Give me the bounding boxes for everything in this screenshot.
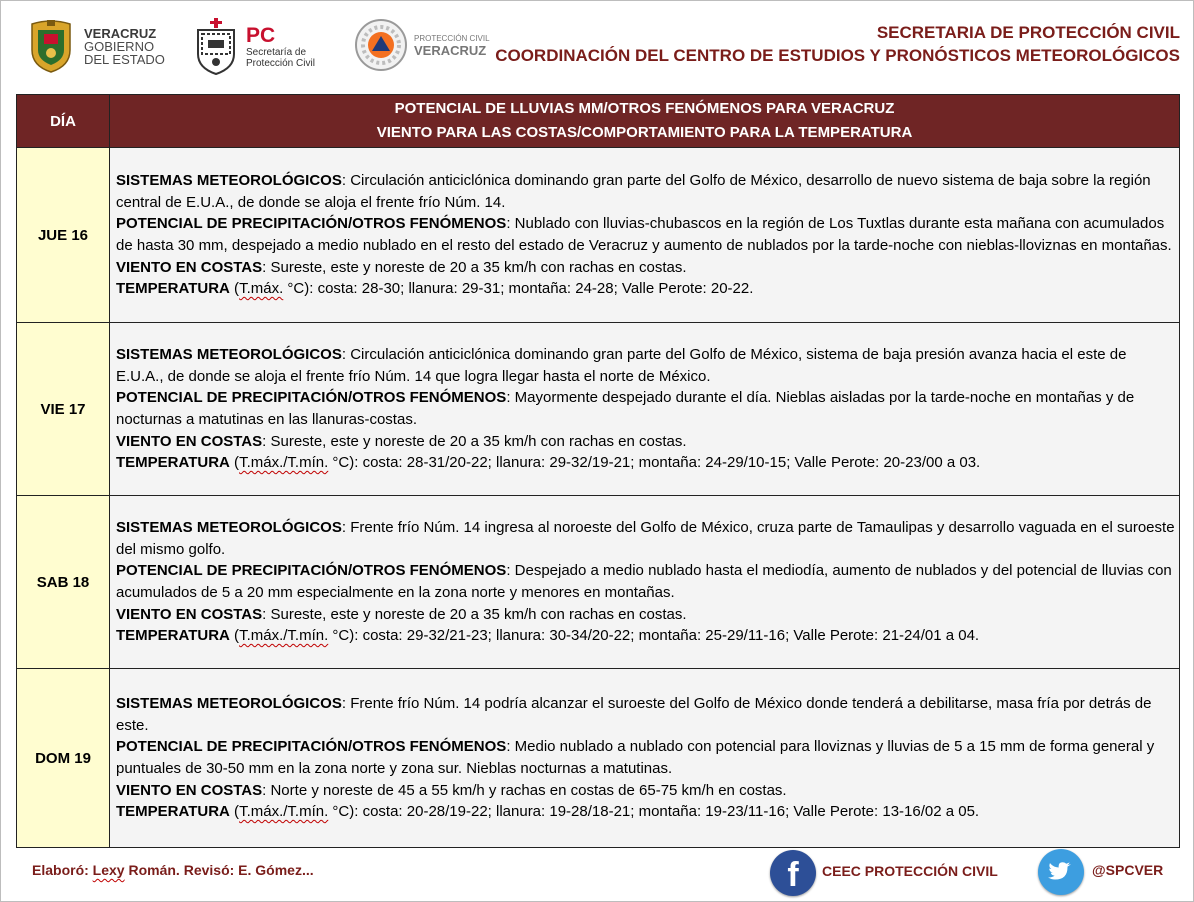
day-cell: JUE 16 <box>17 148 110 323</box>
systems-label: SISTEMAS METEOROLÓGICOS <box>116 519 342 537</box>
elaboro-rest: Román. Revisó: E. Gómez... <box>124 862 314 878</box>
pcv-logo-line2: VERACRUZ <box>414 42 487 58</box>
precip-label: POTENCIAL DE PRECIPITACIÓN/OTROS FENÓMENOS <box>116 738 507 756</box>
forecast-cell <box>110 669 1180 848</box>
author-credit <box>32 862 314 878</box>
systems-text: : Circulación anticiclónica dominando gran parte del Golfo de México, desarrollo de nuevo sistema de baja sobre la región central de E.U.A., de donde se aloja el frente frío Núm. 14. <box>116 172 1151 211</box>
wind-text: : Norte y noreste de 45 a 55 km/h y rachas en costas de 65-75 km/h en costas. <box>262 781 787 799</box>
wind-line <box>116 780 1175 802</box>
pc-logo <box>192 18 315 76</box>
pc-logo-line3: Protección Civil <box>246 58 315 69</box>
wind-text: : Sureste, este y noreste de 20 a 35 km/h con rachas en costas. <box>262 605 687 623</box>
table-row <box>17 669 1180 848</box>
temp-open: ( <box>229 803 240 821</box>
systems-label: SISTEMAS METEOROLÓGICOS <box>116 172 342 190</box>
table-row <box>17 148 1180 323</box>
wind-label: VIENTO EN COSTAS <box>116 258 263 276</box>
precip-text: : Mayormente despejado durante el día. Nieblas aisladas por la tarde-noche en montañas y de nocturnas a matutinas en las llanuras-costas. <box>116 389 1135 428</box>
forecast-cell <box>110 148 1180 323</box>
precip-line <box>116 736 1175 779</box>
precip-text: : Nublado con lluvias-chubascos en la región de Los Tuxtlas durante esta mañana con acumulados de hasta 30 mm, despejado a medio nublado en el resto del estado de Veracruz y aumento de nublados por la tarde-noche con nieblas-lloviznas en montañas. <box>116 215 1172 254</box>
veracruz-logo-line2: GOBIERNO <box>84 38 155 54</box>
wind-line <box>116 257 1175 279</box>
day-column-header: DÍA <box>17 95 110 148</box>
systems-line <box>116 344 1175 387</box>
temp-open: ( <box>229 454 240 472</box>
elaboro-label: Elaboró: <box>32 862 93 878</box>
temp-open: ( <box>229 627 240 645</box>
systems-text: : Circulación anticiclónica dominando gran parte del Golfo de México, sistema de baja presión avanza hacia el este de E.U.A., de donde se aloja el frente frío Núm. 14 que logra llegar hasta el norte de México. <box>116 346 1127 385</box>
wind-line <box>116 604 1175 626</box>
temp-label: TEMPERATURA <box>116 803 230 821</box>
temp-label: TEMPERATURA <box>116 280 230 298</box>
day-cell: DOM 19 <box>17 669 110 848</box>
veracruz-logo <box>28 18 165 74</box>
forecast-column-header <box>110 95 1180 148</box>
temp-unit: T.máx./T.mín. <box>239 803 329 821</box>
table-header-row <box>17 95 1180 148</box>
table-row <box>17 496 1180 669</box>
veracruz-logo-line3: DEL ESTADO <box>84 51 165 67</box>
facebook-icon[interactable]: f <box>770 850 816 896</box>
temp-text: °C): costa: 28-31/20-22; llanura: 29-32/19-21; montaña: 24-29/10-15; Valle Perote: 20-23/00 a 03. <box>328 454 981 472</box>
temp-label: TEMPERATURA <box>116 627 230 645</box>
precip-line <box>116 387 1175 430</box>
systems-text: : Frente frío Núm. 14 ingresa al noroeste del Golfo de México, cruza parte de Tamaulipas y desarrollo vaguada en el suroeste del mismo golfo. <box>116 519 1175 558</box>
precip-line <box>116 560 1175 603</box>
wind-label: VIENTO EN COSTAS <box>116 781 263 799</box>
temp-text: °C): costa: 28-30; llanura: 29-31; montaña: 24-28; Valle Perote: 20-22. <box>283 280 754 298</box>
twitter-handle[interactable]: @SPCVER <box>1092 862 1164 878</box>
pcv-logo-line1: PROTECCIÓN CIVIL <box>414 33 490 43</box>
day-cell: SAB 18 <box>17 496 110 669</box>
forecast-header-line1: POTENCIAL DE LLUVIAS MM/OTROS FENÓMENOS PARA VERACRUZ <box>394 100 895 117</box>
title-line-1: SECRETARIA DE PROTECCIÓN CIVIL <box>876 23 1180 42</box>
temp-line <box>116 625 1175 647</box>
table-row <box>17 323 1180 496</box>
precip-line <box>116 213 1175 256</box>
facebook-label[interactable]: CEEC PROTECCIÓN CIVIL <box>822 863 998 879</box>
systems-line <box>116 693 1175 736</box>
temp-unit: T.máx./T.mín. <box>239 627 329 645</box>
wind-text: : Sureste, este y noreste de 20 a 35 km/h con rachas en costas. <box>262 258 687 276</box>
pcv-logo <box>354 18 490 72</box>
precip-label: POTENCIAL DE PRECIPITACIÓN/OTROS FENÓMENOS <box>116 215 507 233</box>
precip-text: : Despejado a medio nublado hasta el mediodía, aumento de nublados y del potencial de lluvias con acumulados de 5 a 20 mm especialmente en la zona norte y menores en montañas. <box>116 562 1172 601</box>
twitter-bird-glyph <box>1038 849 1084 895</box>
temp-open: ( <box>229 280 240 298</box>
day-cell: VIE 17 <box>17 323 110 496</box>
temp-label: TEMPERATURA <box>116 454 230 472</box>
forecast-header-line2: VIENTO PARA LAS COSTAS/COMPORTAMIENTO PARA LA TEMPERATURA <box>376 124 913 141</box>
elaboro-name: Lexy <box>92 862 125 878</box>
forecast-table <box>16 94 1180 848</box>
pc-logo-line2: Secretaría de <box>246 47 307 58</box>
wind-line <box>116 431 1175 453</box>
systems-line <box>116 170 1175 213</box>
title-line-2: COORDINACIÓN DEL CENTRO DE ESTUDIOS Y PRONÓSTICOS METEOROLÓGICOS <box>495 46 1180 65</box>
forecast-cell <box>110 496 1180 669</box>
systems-label: SISTEMAS METEOROLÓGICOS <box>116 695 342 713</box>
precip-label: POTENCIAL DE PRECIPITACIÓN/OTROS FENÓMENOS <box>116 562 507 580</box>
veracruz-shield-icon <box>28 18 74 74</box>
wind-label: VIENTO EN COSTAS <box>116 605 263 623</box>
pc-logo-title: PC <box>246 24 276 47</box>
systems-line <box>116 517 1175 560</box>
forecast-cell <box>110 323 1180 496</box>
systems-label: SISTEMAS METEOROLÓGICOS <box>116 346 342 364</box>
temp-line <box>116 452 1175 474</box>
precip-label: POTENCIAL DE PRECIPITACIÓN/OTROS FENÓMENOS <box>116 389 507 407</box>
temp-line <box>116 278 1175 300</box>
twitter-bird-icon[interactable] <box>1038 849 1084 895</box>
temp-unit: T.máx. <box>239 280 284 298</box>
temp-unit: T.máx./T.mín. <box>239 454 329 472</box>
wind-label: VIENTO EN COSTAS <box>116 432 263 450</box>
veracruz-logo-line1: VERACRUZ <box>84 25 157 41</box>
proteccion-civil-emblem-icon <box>354 18 408 72</box>
wind-text: : Sureste, este y noreste de 20 a 35 km/h con rachas en costas. <box>262 432 687 450</box>
systems-text: : Frente frío Núm. 14 podría alcanzar el suroeste del Golfo de México donde tenderá a debilitarse, masa fría por detrás de este. <box>116 695 1152 734</box>
temp-line <box>116 801 1175 823</box>
temp-text: °C): costa: 20-28/19-22; llanura: 19-28/18-21; montaña: 19-23/11-16; Valle Perote: 13-16/02 a 05. <box>328 803 980 821</box>
precip-text: : Medio nublado a nublado con potencial para lloviznas y lluvias de 5 a 15 mm de forma general y puntuales de 30-50 mm en la zona norte y zona sur. Nieblas nocturnas a matutinas. <box>116 738 1155 777</box>
temp-text: °C): costa: 29-32/21-23; llanura: 30-34/20-22; montaña: 25-29/11-16; Valle Perote: 21-24/01 a 04. <box>328 627 980 645</box>
document-title <box>495 22 1180 68</box>
pc-shield-icon <box>192 18 240 76</box>
